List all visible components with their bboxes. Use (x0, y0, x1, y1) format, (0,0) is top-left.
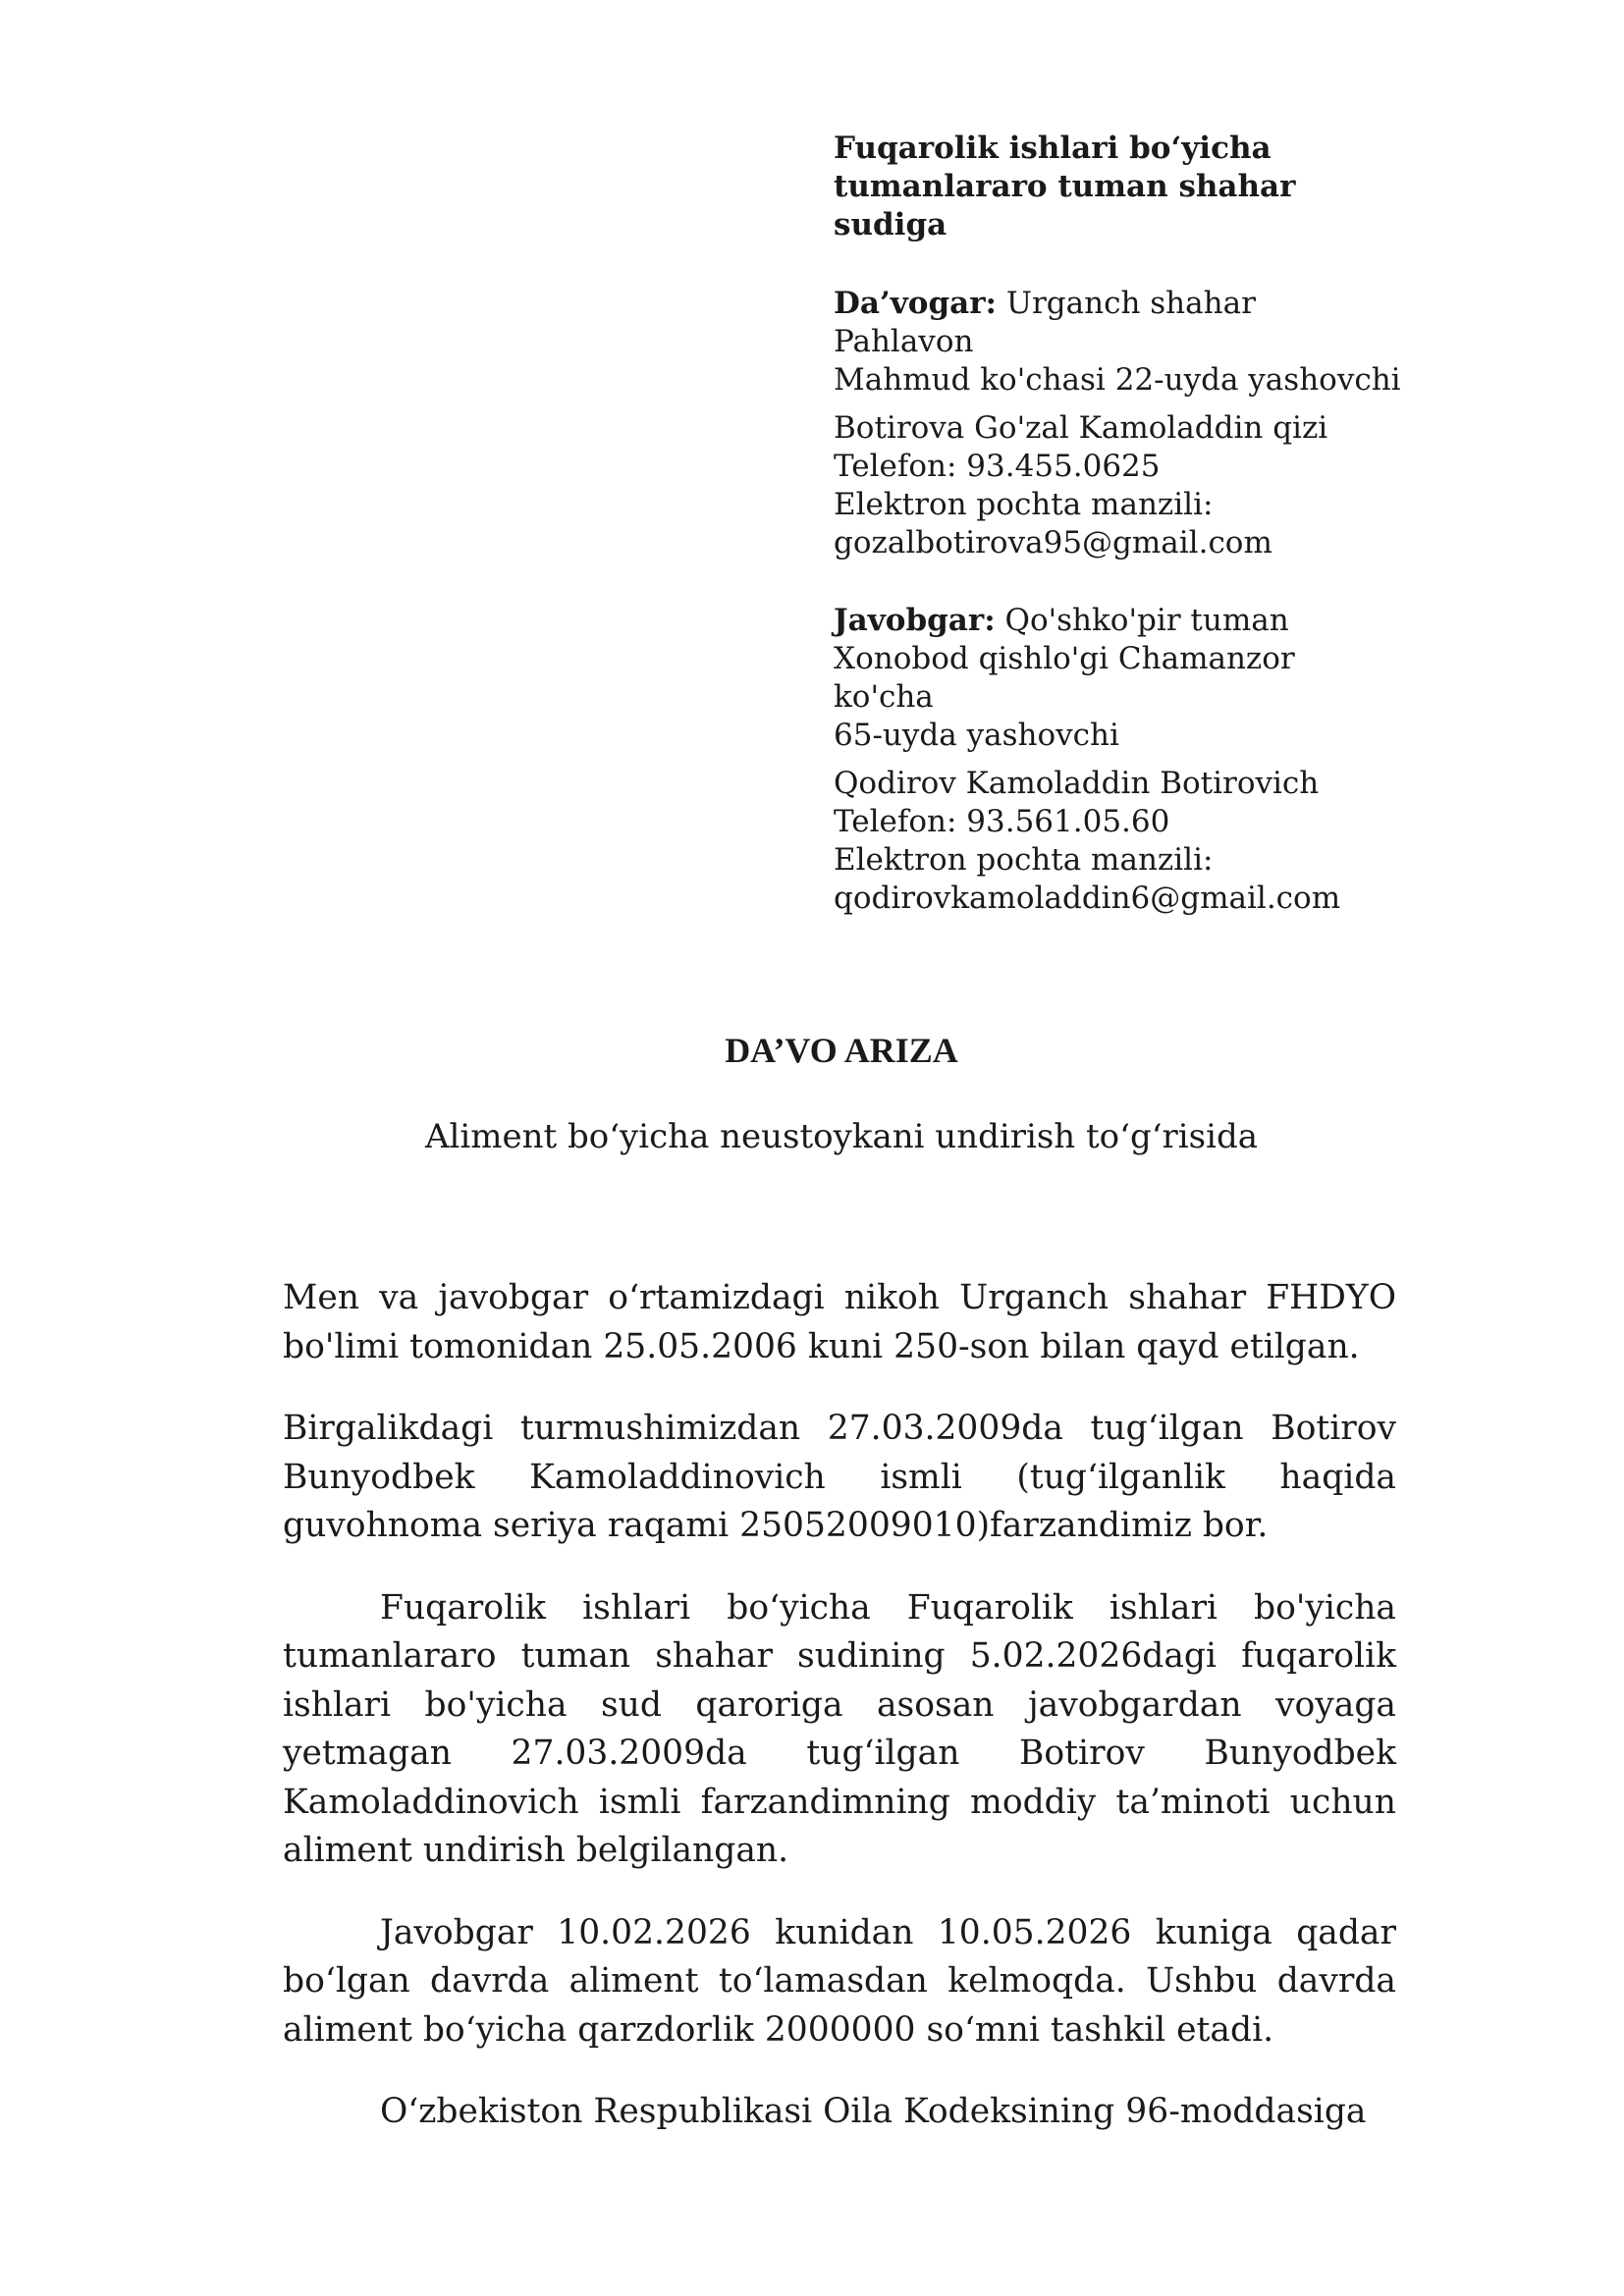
defendant-address-line: Xonobod qishlo'gi Chamanzor ko'cha (834, 641, 1295, 715)
body-paragraph: Birgalikdagi turmushimizdan 27.03.2009da tug‘ilgan Botirov Bunyodbek Kamoladdinovich ismli (tug‘ilganlik haqida guvohnoma seriya raqami 25052009010)farzandimiz bor. (283, 1409, 1396, 1545)
plaintiff-block (834, 285, 1403, 562)
defendant-address-line: 65-uyda yashovchi (834, 718, 1119, 753)
court-name-line: Fuqarolik ishlari bo‘yicha (834, 131, 1272, 166)
defendant-block (834, 602, 1403, 918)
plaintiff-name: Botirova Go'zal Kamoladdin qizi (834, 410, 1328, 446)
plaintiff-details (834, 409, 1403, 562)
defendant-email: qodirovkamoladdin6@gmail.com (834, 881, 1341, 916)
defendant-email-label: Elektron pochta manzili: (834, 842, 1214, 878)
court-name-line: sudiga (834, 207, 947, 242)
spacer (834, 562, 1403, 602)
plaintiff-address (834, 285, 1403, 400)
plaintiff-label: Da’vogar: (834, 286, 997, 321)
body-paragraph: Fuqarolik ishlari bo‘yicha Fuqarolik ishlari bo'yicha tumanlararo tuman shahar sudining 5.02.2026dagi fuqarolik ishlari bo'yicha sud qaroriga asosan javobgardan voyaga yetmagan 27.03.2009da tug‘ilgan Botirov Bunyodbek Kamoladdinovich ismli farzandimning moddiy ta’minoti uchun aliment undirish belgilangan. (283, 1587, 1396, 1870)
plaintiff-address-line: Mahmud ko'chasi 22-uyda yashovchi (834, 362, 1401, 398)
plaintiff-phone: Telefon: 93.455.0625 (834, 449, 1161, 484)
court-name-line: tumanlararo tuman shahar (834, 169, 1296, 204)
plaintiff-email: gozalbotirova95@gmail.com (834, 525, 1272, 561)
defendant-name: Qodirov Kamoladdin Botirovich (834, 766, 1320, 801)
body-paragraph: Men va javobgar o‘rtamizdagi nikoh Urganch shahar FHDYO bo'limi tomonidan 25.05.2006 kuni 250-son bilan qayd etilgan. (283, 1278, 1396, 1366)
document-subtitle: Aliment bo‘yicha neustoykani undirish to‘g‘risida (424, 1117, 1259, 1156)
addressee-block (834, 130, 1403, 918)
defendant-details (834, 765, 1403, 918)
body-paragraph: Javobgar 10.02.2026 kunidan 10.05.2026 kuniga qadar bo‘lgan davrda aliment to‘lamasdan kelmoqda. Ushbu davrda aliment bo‘yicha qarzdorlik 2000000 so‘mni tashkil etadi. (283, 1912, 1396, 2050)
defendant-label: Javobgar: (834, 603, 996, 638)
court-name (834, 130, 1403, 244)
document-body (283, 1274, 1396, 2137)
document-title: DA’VO ARIZA (725, 1031, 958, 1070)
plaintiff-address-line: Urganch shahar Pahlavon (834, 286, 1256, 359)
defendant-phone: Telefon: 93.561.05.60 (834, 804, 1170, 839)
body-paragraph: O‘zbekiston Respublikasi Oila Kodeksining 96-moddasiga (380, 2092, 1367, 2131)
defendant-address-line: Qo'shko'pir tuman (1004, 603, 1289, 638)
defendant-address (834, 602, 1403, 755)
plaintiff-email-label: Elektron pochta manzili: (834, 487, 1214, 522)
